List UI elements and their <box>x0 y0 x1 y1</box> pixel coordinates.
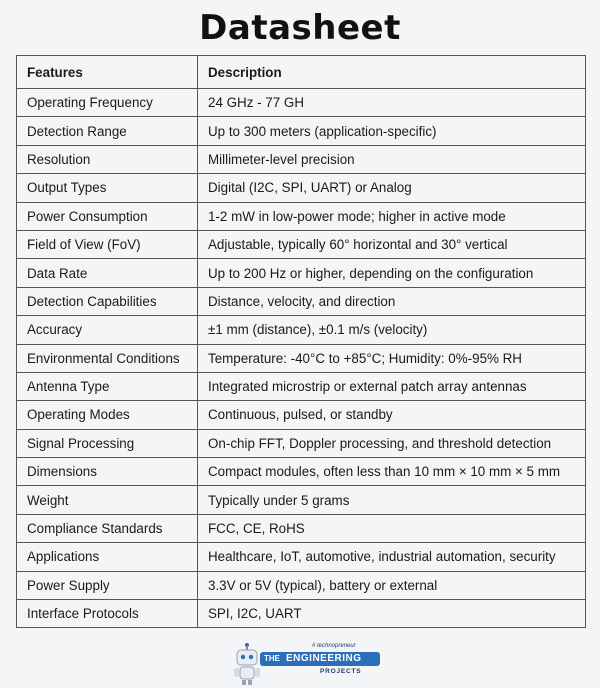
table-row <box>17 230 586 258</box>
description-cell: 1-2 mW in low-power mode; higher in active mode <box>198 202 586 230</box>
description-cell: Distance, velocity, and direction <box>198 287 586 315</box>
logo-banner <box>260 652 380 666</box>
table-body <box>17 89 586 628</box>
table-row <box>17 174 586 202</box>
table-row <box>17 287 586 315</box>
description-cell: Adjustable, typically 60° horizontal and 30° vertical <box>198 230 586 258</box>
table-row <box>17 401 586 429</box>
table-row <box>17 316 586 344</box>
logo <box>230 640 380 686</box>
table-row <box>17 117 586 145</box>
feature-cell: Applications <box>17 543 198 571</box>
table-header-row <box>17 56 586 89</box>
feature-cell: Operating Frequency <box>17 89 198 117</box>
feature-cell: Operating Modes <box>17 401 198 429</box>
page-title: Datasheet <box>199 8 401 48</box>
feature-cell: Data Rate <box>17 259 198 287</box>
description-cell: Temperature: -40°C to +85°C; Humidity: 0%-95% RH <box>198 344 586 372</box>
table-row <box>17 344 586 372</box>
feature-cell: Power Consumption <box>17 202 198 230</box>
feature-cell: Detection Capabilities <box>17 287 198 315</box>
description-cell: Compact modules, often less than 10 mm × 10 mm × 5 mm <box>198 458 586 486</box>
feature-cell: Power Supply <box>17 571 198 599</box>
feature-cell: Environmental Conditions <box>17 344 198 372</box>
description-cell: Millimeter-level precision <box>198 145 586 173</box>
feature-cell: Signal Processing <box>17 429 198 457</box>
feature-cell: Weight <box>17 486 198 514</box>
logo-subtitle: PROJECTS <box>320 668 362 675</box>
logo-tagline: # technopreneur <box>312 643 356 649</box>
logo-the: THE <box>264 654 280 663</box>
description-cell: On-chip FFT, Doppler processing, and threshold detection <box>198 429 586 457</box>
feature-cell: Accuracy <box>17 316 198 344</box>
feature-cell: Compliance Standards <box>17 514 198 542</box>
table-row <box>17 89 586 117</box>
description-cell: Up to 300 meters (application-specific) <box>198 117 586 145</box>
feature-cell: Detection Range <box>17 117 198 145</box>
header-description: Description <box>198 56 586 89</box>
table-row <box>17 514 586 542</box>
description-cell: SPI, I2C, UART <box>198 600 586 628</box>
table-row <box>17 429 586 457</box>
description-cell: Integrated microstrip or external patch array antennas <box>198 372 586 400</box>
table-row <box>17 202 586 230</box>
description-cell: Up to 200 Hz or higher, depending on the configuration <box>198 259 586 287</box>
description-cell: 3.3V or 5V (typical), battery or external <box>198 571 586 599</box>
logo-name: ENGINEERING <box>286 653 362 664</box>
table-row <box>17 486 586 514</box>
description-cell: Typically under 5 grams <box>198 486 586 514</box>
robot-mascot-icon <box>230 640 264 686</box>
table-row <box>17 259 586 287</box>
table-row <box>17 458 586 486</box>
datasheet-table <box>16 55 586 628</box>
description-cell: FCC, CE, RoHS <box>198 514 586 542</box>
description-cell: Healthcare, IoT, automotive, industrial automation, security <box>198 543 586 571</box>
feature-cell: Field of View (FoV) <box>17 230 198 258</box>
table-row <box>17 543 586 571</box>
feature-cell: Output Types <box>17 174 198 202</box>
table-row <box>17 571 586 599</box>
table-row <box>17 600 586 628</box>
feature-cell: Antenna Type <box>17 372 198 400</box>
feature-cell: Resolution <box>17 145 198 173</box>
table-row <box>17 372 586 400</box>
description-cell: Continuous, pulsed, or standby <box>198 401 586 429</box>
description-cell: 24 GHz - 77 GH <box>198 89 586 117</box>
feature-cell: Interface Protocols <box>17 600 198 628</box>
table-row <box>17 145 586 173</box>
description-cell: Digital (I2C, SPI, UART) or Analog <box>198 174 586 202</box>
feature-cell: Dimensions <box>17 458 198 486</box>
description-cell: ±1 mm (distance), ±0.1 m/s (velocity) <box>198 316 586 344</box>
header-features: Features <box>17 56 198 89</box>
